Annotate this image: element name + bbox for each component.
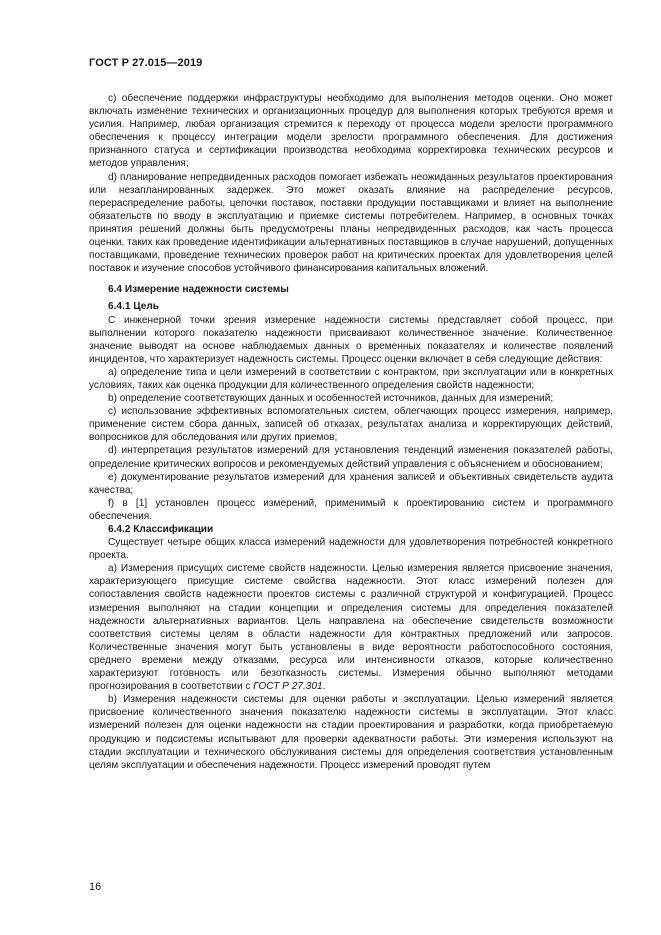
document-header: ГОСТ Р 27.015—2019 [89, 57, 203, 69]
section-heading-6-4: 6.4 Измерение надежности системы [108, 284, 289, 296]
list-item-f: f) в [1] установлен процесс измерений, применимый к проектированию систем и программного обеспечения. [89, 497, 613, 522]
paragraph-c-infrastructure: c) обеспечение поддержки инфраструктуры необходимо для выполнения методов оценки. Оно может включать изменение технических и организационных процедур для выполнения которых требуются время и усилия. Например, любая организация стремится к переходу от процесса модели зрелости программного обеспечения к процессу интеграции модели зрелости программного обеспечения. Для достижения признанного статуса и сертификации производства необходима корректировка технических ресурсов и методов управления; [89, 93, 613, 170]
page-number: 16 [89, 881, 102, 893]
paragraph-class-a [89, 562, 613, 693]
subsection-heading-6-4-1: 6.4.1 Цель [108, 301, 159, 313]
paragraph-class-a-tail: . [322, 681, 326, 693]
paragraph-purpose-intro: С инженерной точки зрения измерение надежности системы представляет собой процесс, при выполнении которого показателю надежности присваивают количественное значение. Количественное значение выводят на основе наблюдаемых данных о временных показателях и количестве появлений инцидентов, что характеризует надежность системы. Процесс оценки включает в себя следующие действия: [89, 314, 613, 365]
list-item-e: e) документирование результатов измерений для хранения записей и объективных свидетельств аудита качества; [89, 471, 613, 496]
list-item-a: a) определение типа и цели измерений в соответствии с контрактом, при эксплуатации или в конкретных условиях, таких как оценка продукции для количественного определения свойств надежности; [89, 366, 613, 391]
paragraph-class-b: b) Измерения надежности системы для оценки работы и эксплуатации. Целью измерений является присвоение количественного значения показателю надежности системы в эксплуатации. Этот класс измерений полезен для оценки надежности на стадии проектирования и разработки, когда приобретаемую продукцию и подсистемы испытывают для проверки адекватности работы. Эти измерения используют на стадии эксплуатации и технического обслуживания системы для определения соответствия установленным целям эксплуатации и обеспечения надежности. Процесс измерений проводят путем [89, 694, 613, 771]
list-item-b: b) определение соответствующих данных и особенностей источников, данных для измерений; [108, 393, 554, 405]
document-body [89, 92, 613, 772]
paragraph-classes-intro: Существует четыре общих класса измерений надежности для удовлетворения потребностей конкретного проекта. [89, 537, 613, 562]
paragraph-class-a-text: a) Измерения присущих системе свойств надежности. Целью измерения является присвоение значения, характеризующего присущие системе свойства надежности. Этот класс измерений полезен для сопоставления свойств надежности проектов системы с различной структурой и конфигурацией. Процесс измерения выполняют на стадии концепции и определения системы для определения показателей надежности альтернативных вариантов. Цель направлена на обеспечение свидетельств возможности соответствия системы целям в области надежности для контрактных предложений или запросов. Количественные значения могут быть установлены в виде вероятности работоспособного состояния, среднего времени между отказами, ресурса или интенсивности отказов, которые количественно характеризуют готовность или безотказность системы. Измерения обычно выполняют методами прогнозирования в соответствии с [89, 563, 613, 693]
subsection-heading-6-4-2: 6.4.2 Классификации [108, 524, 214, 535]
paragraph-d-contingency: d) планирование непредвиденных расходов помогает избежать неожиданных результатов проектирования или незапланированных задержек. Это может оказать влияние на распределение ресурсов, перераспределение работы, цепочки поставок, поставки продукции поставщиками и влияет на выполнение обязательств по вводу в эксплуатацию и приемке системы потребителем. Например, в основных точках принятия решений должны быть предусмотрены планы непредвиденных расходов, как часть процесса оценки, таких как проведение идентификации альтернативных поставщиков в случае нарушений, допущенных поставщиками, проведение технических проверок работ на критических проектах для удовлетворения целей поставок и изучение способов устойчивого финансирования капитальных вложений. [89, 171, 613, 275]
list-item-c: c) использование эффективных вспомогательных систем, облегчающих процесс измерения, например, применение систем сбора данных, записей об отказах, результатах анализа и корректирующих действий, вопросников для обследования или других приемов; [89, 406, 613, 444]
list-item-d: d) интерпретация результатов измерений для установления тенденций изменения показателей работы, определение критических вопросов и рекомендуемых действий управления с объяснением и обоснованием; [89, 445, 613, 470]
standard-reference: ГОСТ Р 27.301 [253, 681, 323, 693]
